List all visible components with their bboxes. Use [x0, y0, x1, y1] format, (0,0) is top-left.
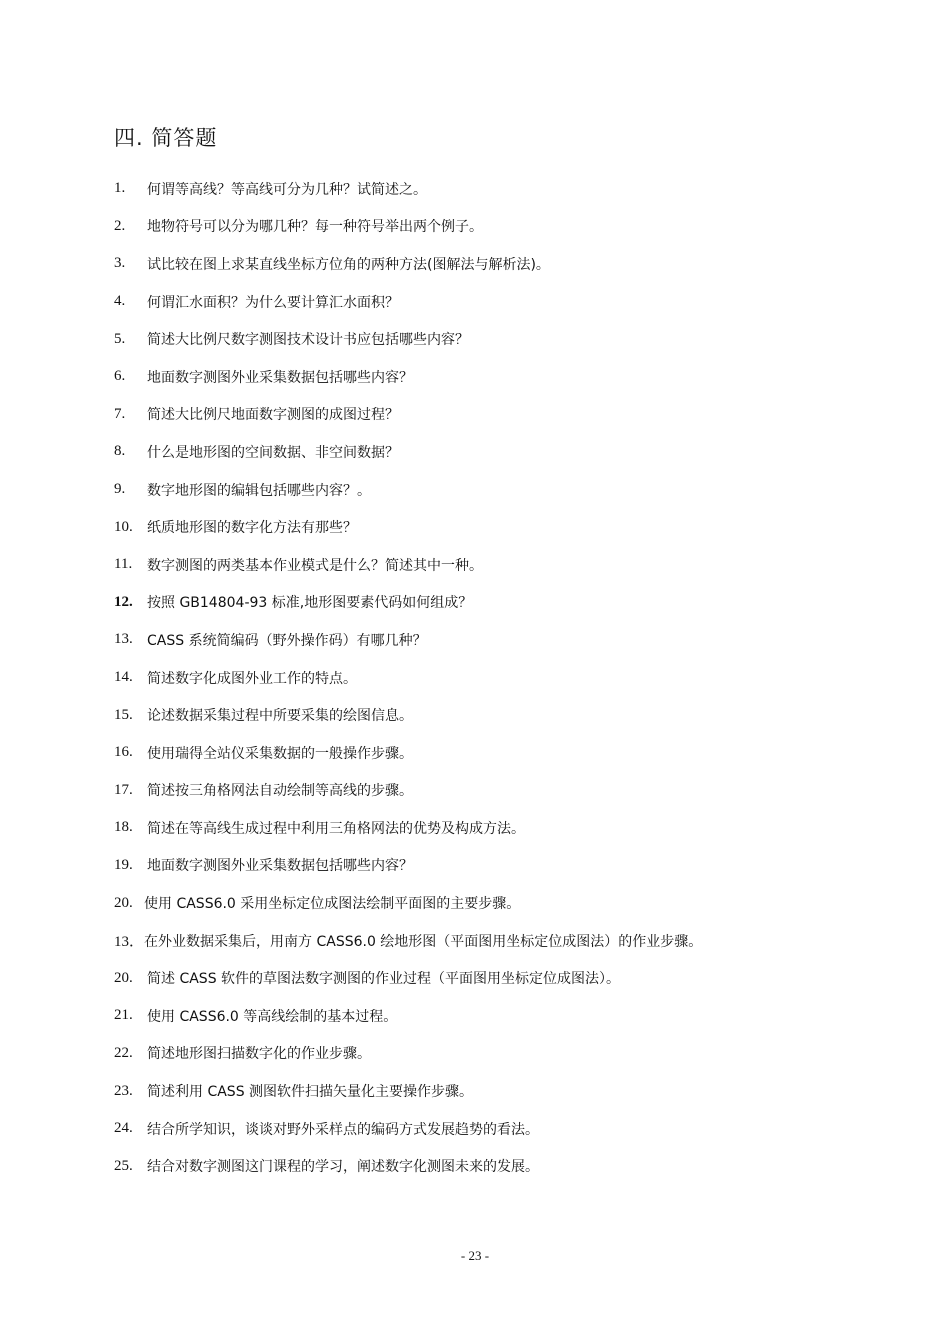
question-text: 数字地形图的编辑包括哪些内容？。 — [147, 482, 371, 499]
list-item — [114, 659, 914, 697]
list-item — [114, 546, 914, 584]
question-number: 8. — [114, 443, 126, 460]
question-number: 20. — [114, 969, 133, 986]
question-text: 结合所学知识，谈谈对野外采样点的编码方式发展趋势的看法。 — [147, 1121, 539, 1138]
question-text: 简述大比例尺数字测图技术设计书应包括哪些内容？ — [147, 332, 469, 349]
question-text: 地物符号可以分为哪几种？每一种符号举出两个例子。 — [147, 219, 483, 236]
question-number: 25. — [114, 1157, 133, 1174]
list-item — [114, 847, 914, 885]
question-text: 论述数据采集过程中所要采集的绘图信息。 — [147, 708, 413, 725]
question-number: 9. — [114, 481, 126, 498]
list-item — [114, 396, 914, 434]
question-number: 1. — [114, 180, 126, 197]
question-text: 地面数字测图外业采集数据包括哪些内容？ — [147, 858, 413, 875]
list-item — [114, 1035, 914, 1073]
question-number: 4. — [114, 293, 126, 310]
list-item — [114, 584, 914, 622]
list-item — [114, 772, 914, 810]
question-text: 简述数字化成图外业工作的特点。 — [147, 670, 357, 687]
question-text: 在外业数据采集后，用南方 CASS6.0 绘地形图（平面图用坐标定位成图法）的作业步骤。 — [144, 933, 703, 950]
question-number: 11. — [114, 556, 133, 573]
list-item — [114, 621, 914, 659]
question-text: CASS 系统简编码（野外操作码）有哪几种？ — [147, 632, 427, 649]
question-text: 使用 CASS6.0 等高线绘制的基本过程。 — [147, 1008, 398, 1025]
question-text: 纸质地形图的数字化方法有那些？ — [147, 520, 357, 537]
question-number: 18. — [114, 819, 133, 836]
question-text: 结合对数字测图这门课程的学习，阐述数字化测图未来的发展。 — [147, 1159, 539, 1176]
question-text: 简述利用 CASS 测图软件扫描矢量化主要操作步骤。 — [147, 1084, 474, 1101]
list-item — [114, 1147, 914, 1185]
question-number: 14. — [114, 669, 133, 686]
list-item — [114, 1110, 914, 1148]
question-number: 17. — [114, 781, 133, 798]
question-number: 19. — [114, 856, 133, 873]
question-number: 22. — [114, 1044, 133, 1061]
list-item — [114, 1072, 914, 1110]
question-text: 简述在等高线生成过程中利用三角格网法的优势及构成方法。 — [147, 820, 525, 837]
question-text: 使用瑞得全站仪采集数据的一般操作步骤。 — [147, 745, 413, 762]
question-text: 何谓等高线？等高线可分为几种？试简述之。 — [147, 181, 427, 198]
list-item — [114, 471, 914, 509]
list-item — [114, 283, 914, 321]
question-text: 按照 GB14804-93 标准,地形图要素代码如何组成？ — [147, 595, 473, 612]
page-number: - 23 - — [460, 1248, 490, 1263]
question-text: 什么是地形图的空间数据、非空间数据？ — [147, 444, 399, 461]
list-item — [114, 208, 914, 246]
question-number: 10. — [114, 518, 133, 535]
question-number: 7. — [114, 405, 126, 422]
list-item — [114, 320, 914, 358]
list-item — [114, 922, 914, 960]
list-item — [114, 170, 914, 208]
question-number: 21. — [114, 1007, 133, 1024]
list-item — [114, 884, 914, 922]
question-text: 地面数字测图外业采集数据包括哪些内容？ — [147, 369, 413, 386]
question-number: 3. — [114, 255, 126, 272]
question-number: 16. — [114, 744, 133, 761]
question-text: 何谓汇水面积？为什么要计算汇水面积？ — [147, 294, 399, 311]
question-number: 6. — [114, 368, 126, 385]
question-number: 15. — [114, 706, 133, 723]
list-item — [114, 433, 914, 471]
question-text: 简述按三角格网法自动绘制等高线的步骤。 — [147, 783, 413, 800]
question-text: 简述大比例尺地面数字测图的成图过程？ — [147, 407, 399, 424]
question-text: 使用 CASS6.0 采用坐标定位成图法绘制平面图的主要步骤。 — [144, 896, 521, 913]
list-item — [114, 959, 914, 997]
list-item — [114, 809, 914, 847]
question-text: 简述地形图扫描数字化的作业步骤。 — [147, 1046, 371, 1063]
question-text: 简述 CASS 软件的草图法数字测图的作业过程（平面图用坐标定位成图法）。 — [147, 971, 621, 988]
question-number: 13． — [114, 934, 145, 951]
list-item — [114, 508, 914, 546]
question-text: 数字测图的两类基本作业模式是什么？简述其中一种。 — [147, 557, 483, 574]
list-item — [114, 696, 914, 734]
list-item — [114, 358, 914, 396]
question-number: 24. — [114, 1120, 133, 1137]
list-item — [114, 997, 914, 1035]
list-item — [114, 245, 914, 283]
section-heading: 四. 简答题 — [114, 126, 218, 150]
question-number: 23. — [114, 1082, 133, 1099]
question-text: 试比较在图上求某直线坐标方位角的两种方法(图解法与解析法)。 — [147, 256, 550, 273]
question-number: 13. — [114, 631, 133, 648]
list-item — [114, 734, 914, 772]
question-number: 2. — [114, 217, 126, 234]
question-number: 20. — [114, 894, 133, 911]
question-number: 12. — [114, 593, 133, 610]
question-number: 5. — [114, 330, 126, 347]
question-list — [114, 170, 914, 1185]
